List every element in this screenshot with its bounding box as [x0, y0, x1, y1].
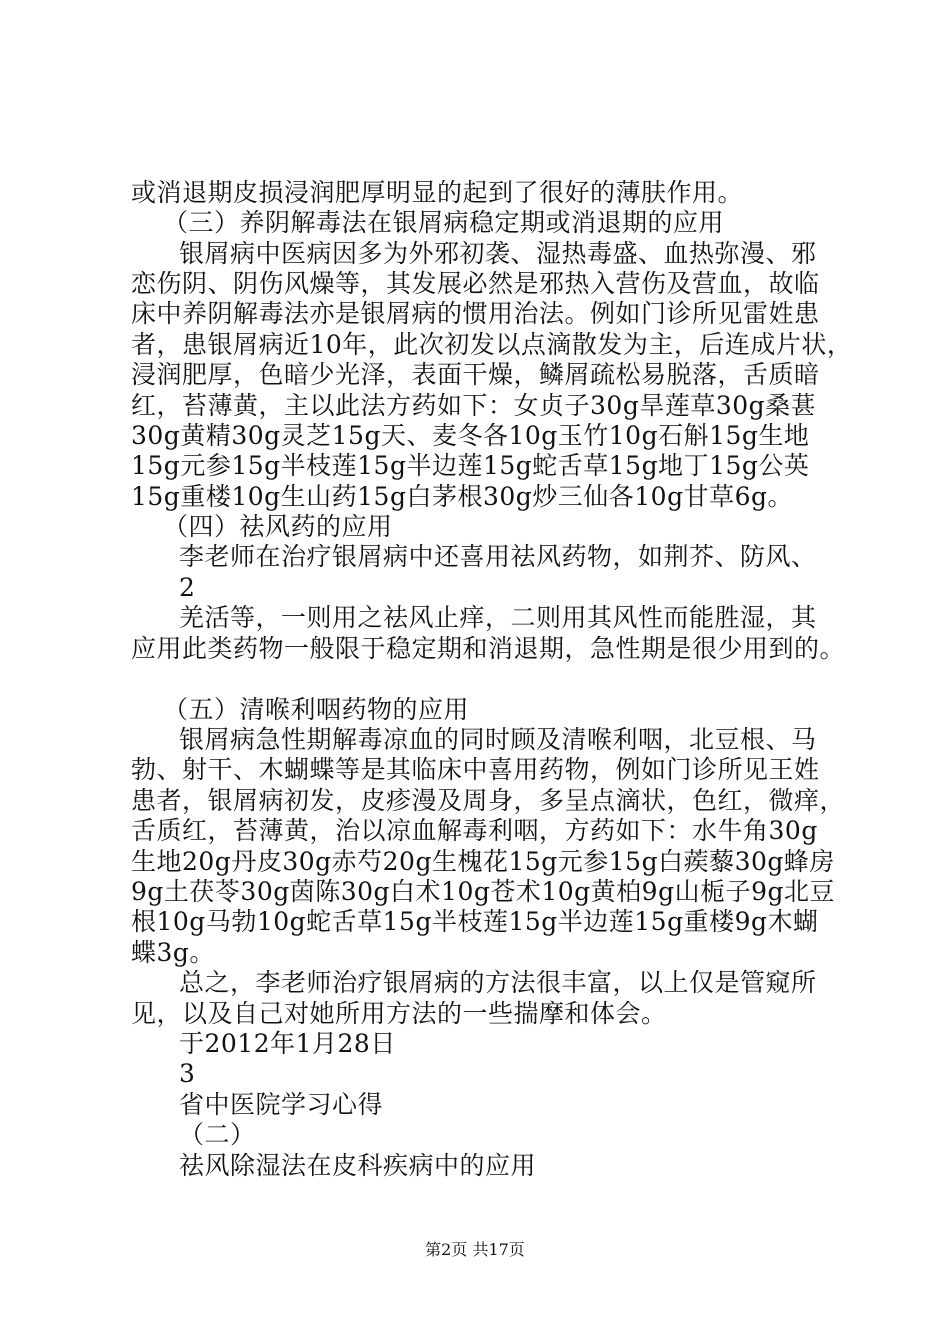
text-line: 勃、射干、木蝴蝶等是其临床中喜用药物，例如门诊所见王姓: [131, 755, 820, 784]
section-heading-4: （四）祛风药的应用: [163, 512, 393, 541]
date-line: 于2012年1月28日: [179, 1029, 396, 1058]
page-footer: 第2页 共17页: [425, 1240, 525, 1259]
text-line: 李老师在治疗银屑病中还喜用祛风药物，如荆芥、防风、: [179, 542, 817, 571]
text-line: 总之，李老师治疗银屑病的方法很丰富，以上仅是管窥所: [179, 968, 817, 997]
text-line: 应用此类药物一般限于稳定期和消退期，急性期是很少用到的。: [131, 634, 846, 663]
text-line: 恋伤阴、阴伤风燥等，其发展必然是邪热入营伤及营血，故临: [131, 269, 820, 298]
text-line: 见，以及自己对她所用方法的一些揣摩和体会。: [131, 999, 667, 1028]
text-line: 患者，银屑病初发，皮疹漫及周身，多呈点滴状，色红，微痒，: [131, 786, 846, 815]
text-line: 祛风除湿法在皮科疾病中的应用: [179, 1151, 537, 1180]
document-title: 省中医院学习心得: [179, 1090, 384, 1119]
page-number-marker: 3: [179, 1059, 196, 1088]
text-line: 15g重楼10g生山药15g白茅根30g炒三仙各10g甘草6g。: [131, 482, 793, 511]
text-line: 银屑病中医病因多为外邪初袭、湿热毒盛、血热弥漫、邪: [179, 239, 817, 268]
page-number-marker: 2: [179, 573, 196, 602]
text-line: 根10g马勃10g蛇舌草15g半枝莲15g半边莲15g重楼9g木蝴: [131, 907, 819, 936]
text-line: 15g元参15g半枝莲15g半边莲15g蛇舌草15g地丁15g公英: [131, 451, 810, 480]
text-line: 羌活等，一则用之祛风止痒，二则用其风性而能胜湿，其: [179, 603, 817, 632]
text-line: 床中养阴解毒法亦是银屑病的惯用治法。例如门诊所见雷姓患: [131, 299, 820, 328]
text-line: 者，患银屑病近10年，此次初发以点滴散发为主，后连成片状，: [131, 330, 853, 359]
text-line: 银屑病急性期解毒凉血的同时顾及清喉利咽，北豆根、马: [179, 725, 817, 754]
text-line: 9g土茯苓30g茵陈30g白术10g苍术10g黄柏9g山栀子9g北豆: [131, 877, 835, 906]
text-line: 红，苔薄黄，主以此法方药如下：女贞子30g旱莲草30g桑葚: [131, 391, 817, 420]
section-heading-5: （五）清喉利咽药物的应用: [163, 695, 470, 724]
text-line: 生地20g丹皮30g赤芍20g生槐花15g元参15g白蒺藜30g蜂房: [131, 847, 835, 876]
section-heading-3: （三）养阴解毒法在银屑病稳定期或消退期的应用: [163, 208, 725, 237]
text-line: 或消退期皮损浸润肥厚明显的起到了很好的薄肤作用。: [131, 178, 744, 207]
text-line: 浸润肥厚，色暗少光泽，表面干燥，鳞屑疏松易脱落，舌质暗: [131, 360, 820, 389]
text-line: 蝶3g。: [131, 938, 215, 967]
section-heading-2: （二）: [179, 1120, 256, 1149]
text-line: 舌质红，苔薄黄，治以凉血解毒利咽，方药如下：水牛角30g: [131, 816, 818, 845]
text-line: 30g黄精30g灵芝15g天、麦冬各10g玉竹10g石斛15g生地: [131, 421, 810, 450]
